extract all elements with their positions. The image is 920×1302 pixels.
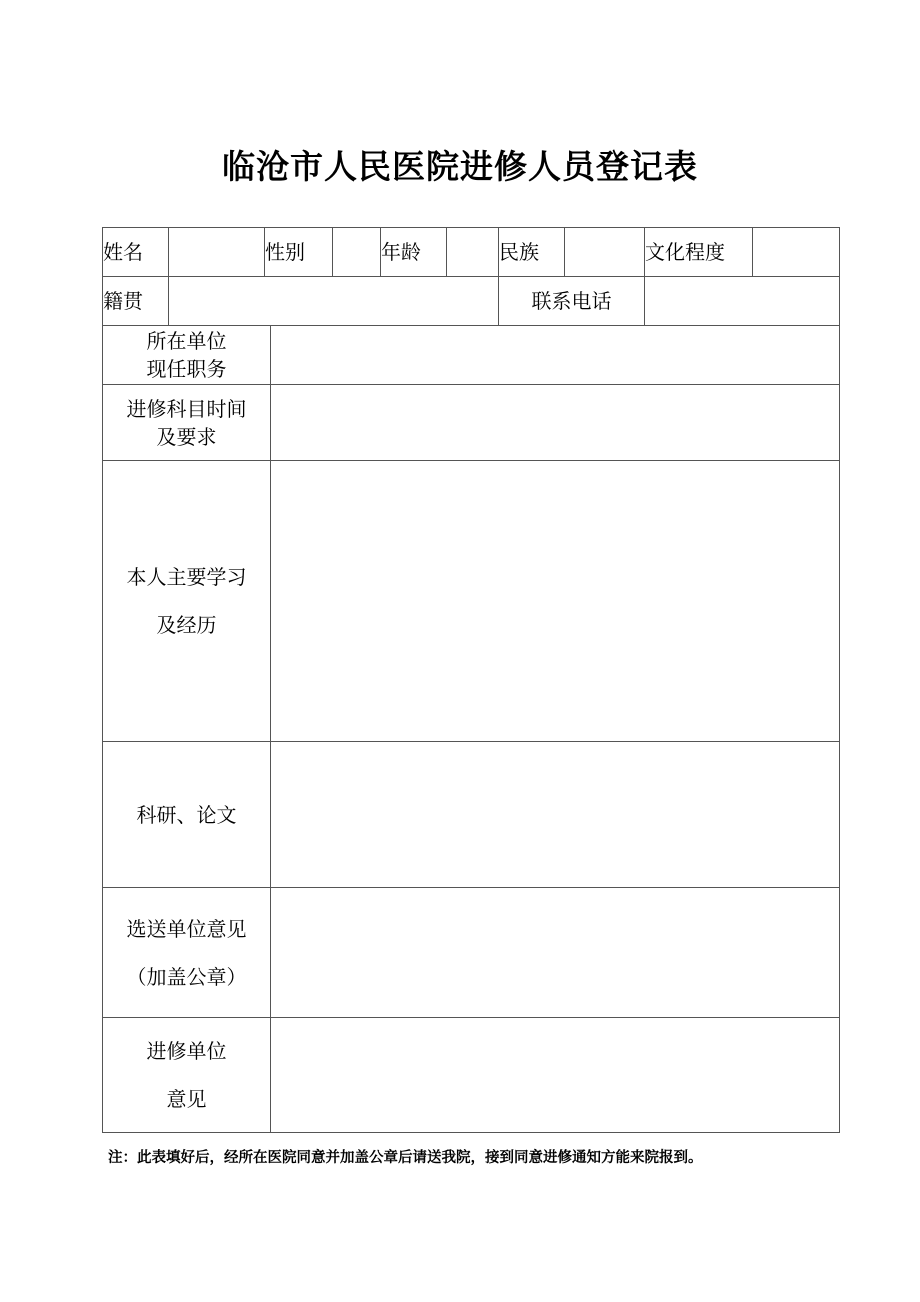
row-host-opinion	[103, 1018, 840, 1133]
host-opinion-label	[103, 1018, 271, 1133]
sender-opinion-label	[103, 888, 271, 1018]
ethnicity-label: 民族	[499, 228, 565, 277]
education-field[interactable]	[753, 228, 840, 277]
host-opinion-field[interactable]	[271, 1018, 840, 1133]
registration-form-table	[102, 227, 840, 1133]
age-field[interactable]	[447, 228, 499, 277]
experience-field[interactable]	[271, 461, 840, 742]
row-sender-opinion	[103, 888, 840, 1018]
training-label	[103, 385, 271, 461]
sender-opinion-label-line2: （加盖公章）	[126, 964, 247, 989]
host-opinion-label-line2: 意见	[166, 1087, 207, 1111]
row-experience	[103, 461, 840, 742]
research-label: 科研、论文	[103, 742, 271, 888]
workplace-label-line1: 所在单位	[146, 329, 227, 353]
native-place-field[interactable]	[169, 277, 499, 326]
footnote: 注：此表填好后，经所在医院同意并加盖公章后请送我院，接到同意进修通知方能来院报到。	[108, 1150, 703, 1166]
sender-opinion-label-line1: 选送单位意见	[126, 916, 247, 941]
row-research	[103, 742, 840, 888]
age-label: 年龄	[381, 228, 447, 277]
training-field[interactable]	[271, 385, 840, 461]
name-field[interactable]	[169, 228, 265, 277]
gender-field[interactable]	[333, 228, 381, 277]
workplace-field[interactable]	[271, 326, 840, 385]
phone-label: 联系电话	[499, 277, 645, 326]
phone-field[interactable]	[645, 277, 840, 326]
row-native-phone	[103, 277, 840, 326]
experience-label-line1: 本人主要学习	[126, 565, 247, 589]
row-basic-info	[103, 228, 840, 277]
gender-label: 性别	[265, 228, 333, 277]
training-label-line2: 及要求	[156, 424, 217, 449]
page-title: 临沧市人民医院进修人员登记表	[222, 147, 698, 186]
experience-label	[103, 461, 271, 742]
research-field[interactable]	[271, 742, 840, 888]
native-place-label: 籍贯	[103, 277, 169, 326]
workplace-label	[103, 326, 271, 385]
training-label-line1: 进修科目时间	[126, 396, 247, 421]
host-opinion-label-line1: 进修单位	[146, 1039, 227, 1063]
workplace-label-line2: 现任职务	[146, 357, 227, 381]
ethnicity-field[interactable]	[565, 228, 645, 277]
experience-label-line2: 及经历	[156, 613, 217, 637]
sender-opinion-field[interactable]	[271, 888, 840, 1018]
row-training	[103, 385, 840, 461]
education-label: 文化程度	[645, 228, 753, 277]
row-workplace	[103, 326, 840, 385]
name-label: 姓名	[103, 228, 169, 277]
